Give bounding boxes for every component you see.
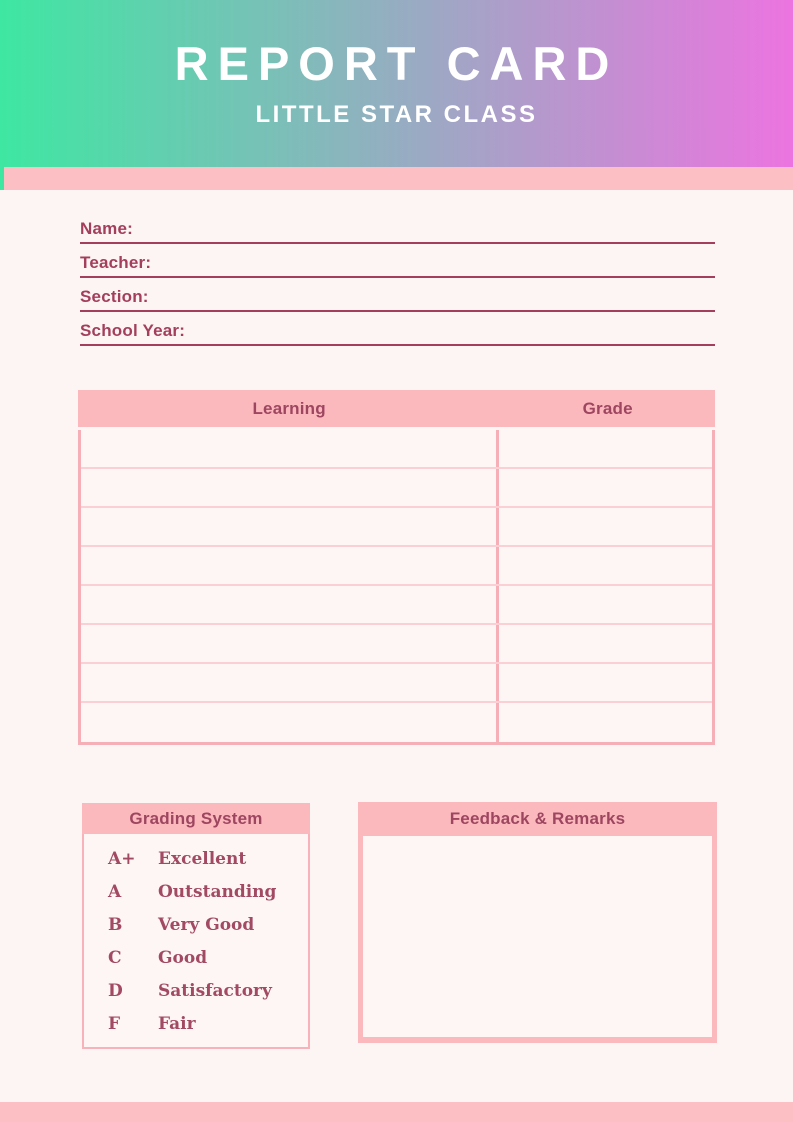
grade-letter: F [108,1014,121,1034]
header-pink-strip [4,167,793,190]
grading-system-panel [82,803,310,1049]
grade-cell[interactable] [499,586,712,623]
grading-entry [108,876,302,909]
table-row [81,664,712,703]
table-row [81,703,712,742]
teacher-field[interactable] [80,244,715,278]
table-row [81,508,712,547]
grade-cell[interactable] [499,703,712,742]
column-header-learning: Learning [252,399,326,418]
table-row [81,625,712,664]
school-year-field[interactable] [80,312,715,346]
name-label: Name: [80,219,133,238]
learning-cell[interactable] [81,508,499,545]
teacher-label: Teacher: [80,253,152,272]
table-body [78,430,715,745]
grading-system-title: Grading System [82,803,310,834]
grade-description: Good [158,948,208,968]
grading-entry [108,909,302,942]
page-title: REPORT CARD [174,37,619,90]
grade-description: Fair [158,1014,196,1034]
grading-entry [108,975,302,1008]
grade-letter: B [108,915,123,935]
student-info-section [80,210,715,346]
grade-description: Excellent [158,849,247,869]
grading-entry [108,1008,302,1041]
grade-description: Outstanding [158,882,277,902]
grade-letter: D [108,981,123,1001]
grade-letter: A [108,882,122,902]
school-year-label: School Year: [80,321,186,340]
grade-description: Very Good [158,915,255,935]
grade-cell[interactable] [499,430,712,467]
learning-grade-table [78,390,715,745]
learning-cell[interactable] [81,430,499,467]
table-header-row [78,390,715,430]
section-label: Section: [80,287,149,306]
learning-cell[interactable] [81,625,499,662]
grade-cell[interactable] [499,547,712,584]
table-row [81,547,712,586]
table-row [81,586,712,625]
learning-cell[interactable] [81,664,499,701]
grade-cell[interactable] [499,469,712,506]
feedback-title: Feedback & Remarks [449,809,626,828]
grade-cell[interactable] [499,508,712,545]
grading-system-list [82,834,310,1049]
grade-cell[interactable] [499,664,712,701]
table-row [81,430,712,469]
header-banner [0,0,793,190]
grade-cell[interactable] [499,625,712,662]
learning-cell[interactable] [81,547,499,584]
learning-cell[interactable] [81,703,499,742]
grading-entry [108,843,302,876]
learning-cell[interactable] [81,469,499,506]
grade-description: Satisfactory [158,981,272,1001]
section-field[interactable] [80,278,715,312]
column-header-grade: Grade [582,399,633,418]
grade-letter: A+ [108,849,136,869]
table-row [81,469,712,508]
footer-pink-strip [0,1102,793,1122]
grade-letter: C [108,948,122,968]
grading-entry [108,942,302,975]
name-field[interactable] [80,210,715,244]
learning-cell[interactable] [81,586,499,623]
feedback-content-area[interactable] [363,836,712,1037]
page-subtitle: LITTLE STAR CLASS [255,101,538,128]
feedback-panel [358,802,717,1043]
